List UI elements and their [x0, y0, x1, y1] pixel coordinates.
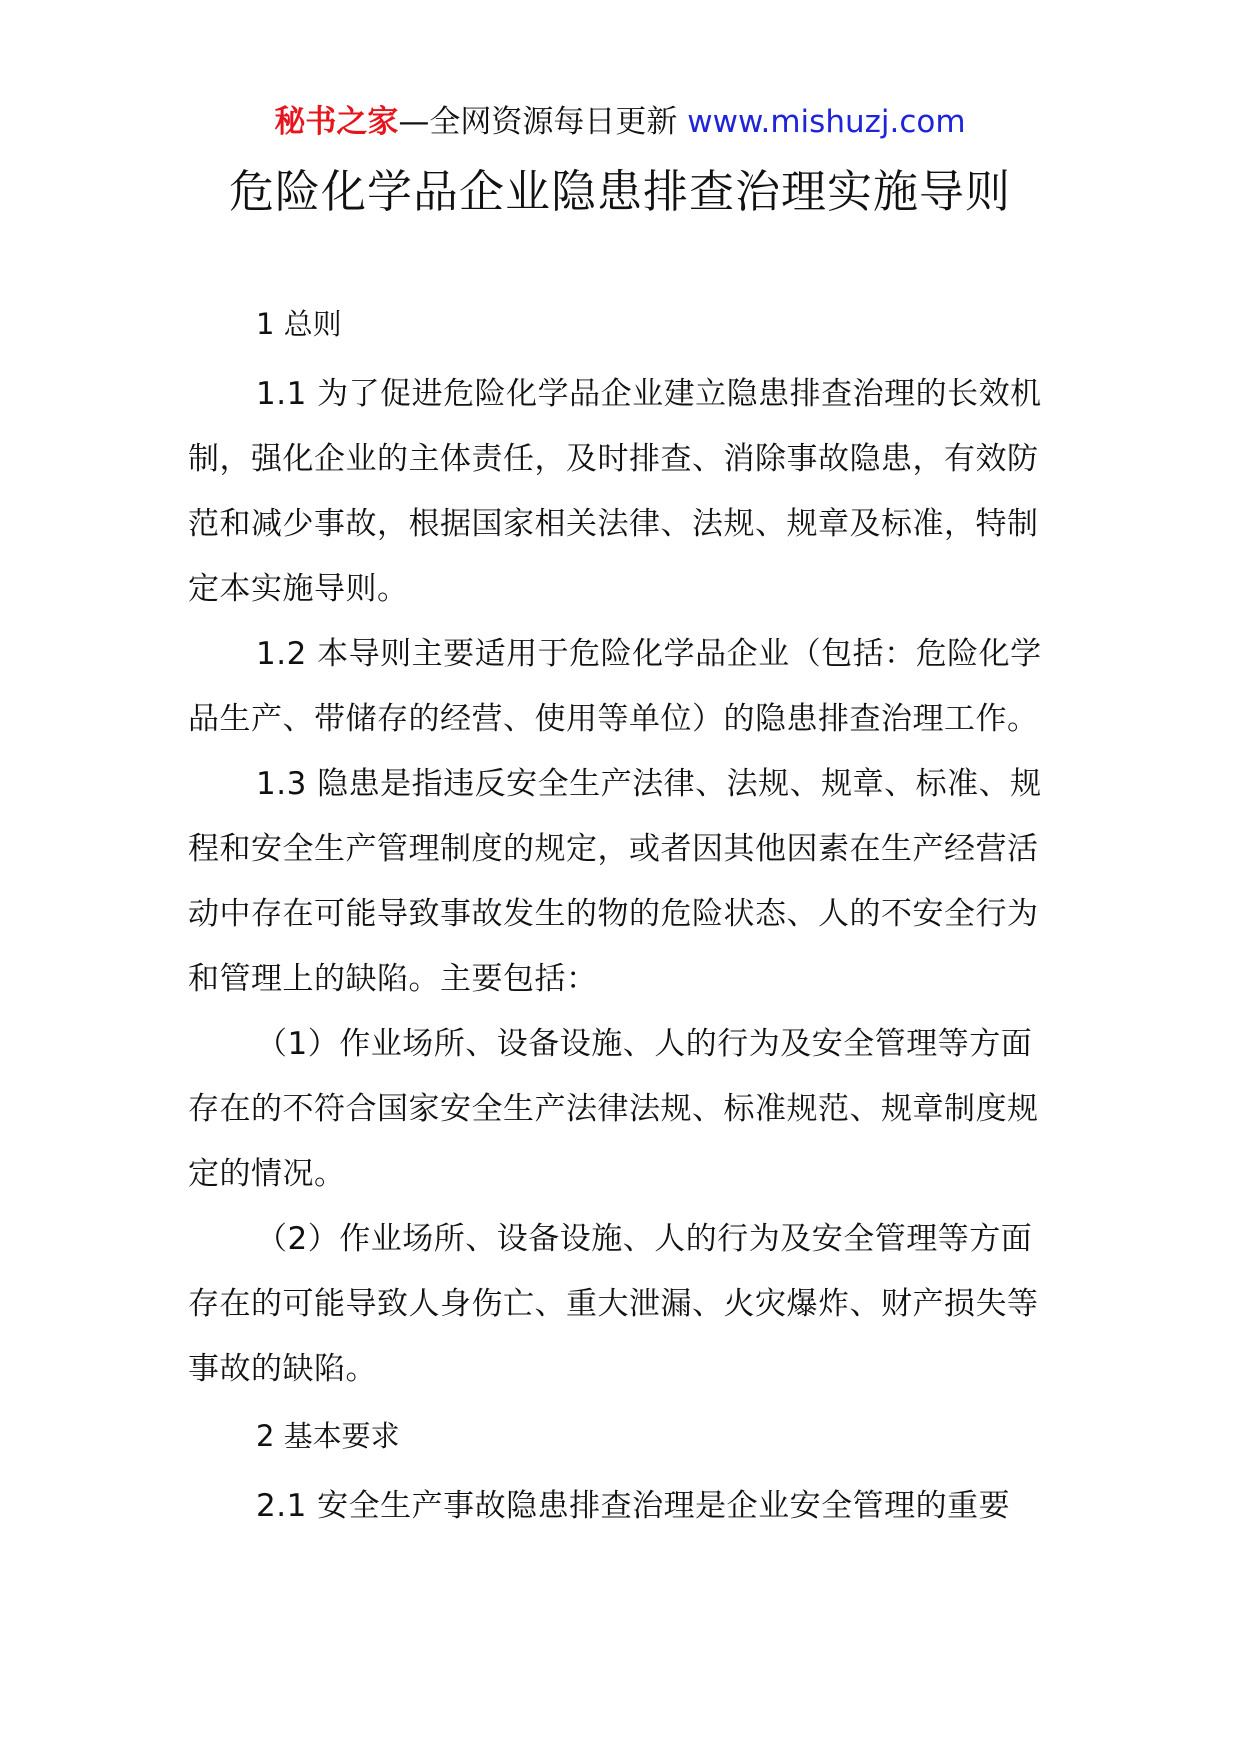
document-body: [188, 296, 1058, 1539]
site-brand: 秘书之家: [274, 104, 399, 140]
paragraph-1-3: 1.3 隐患是指违反安全生产法律、法规、规章、标准、规程和安全生产管理制度的规定，或者因其他因素在生产经营活动中存在可能导致事故发生的物的危险状态、人的不安全行为和管理上的缺陷。主要包括：: [188, 766, 1042, 997]
site-tagline: —全网资源每日更新: [398, 104, 678, 140]
paragraph-1-2: 1.2 本导则主要适用于危险化学品企业（包括：危险化学品生产、带储存的经营、使用等单位）的隐患排查治理工作。: [188, 636, 1042, 737]
site-header: [0, 102, 1240, 142]
list-item-1: （1）作业场所、设备设施、人的行为及安全管理等方面存在的不符合国家安全生产法律法规、标准规范、规章制度规定的情况。: [188, 1026, 1039, 1192]
paragraph-1-1: 1.1 为了促进危险化学品企业建立隐患排查治理的长效机制，强化企业的主体责任，及时排查、消除事故隐患，有效防范和减少事故，根据国家相关法律、法规、规章及标准，特制定本实施导则。: [188, 376, 1042, 607]
section-1-heading: 1 总则: [256, 307, 342, 341]
document-title: 危险化学品企业隐患排查治理实施导则: [228, 165, 1011, 218]
list-item-2: （2）作业场所、设备设施、人的行为及安全管理等方面存在的可能导致人身伤亡、重大泄漏、火灾爆炸、财产损失等事故的缺陷。: [188, 1221, 1039, 1387]
section-2-heading: 2 基本要求: [256, 1419, 400, 1453]
site-url-link[interactable]: www.mishuzj.com: [687, 104, 966, 140]
paragraph-2-1: 2.1 安全生产事故隐患排查治理是企业安全管理的重要: [256, 1488, 1011, 1524]
